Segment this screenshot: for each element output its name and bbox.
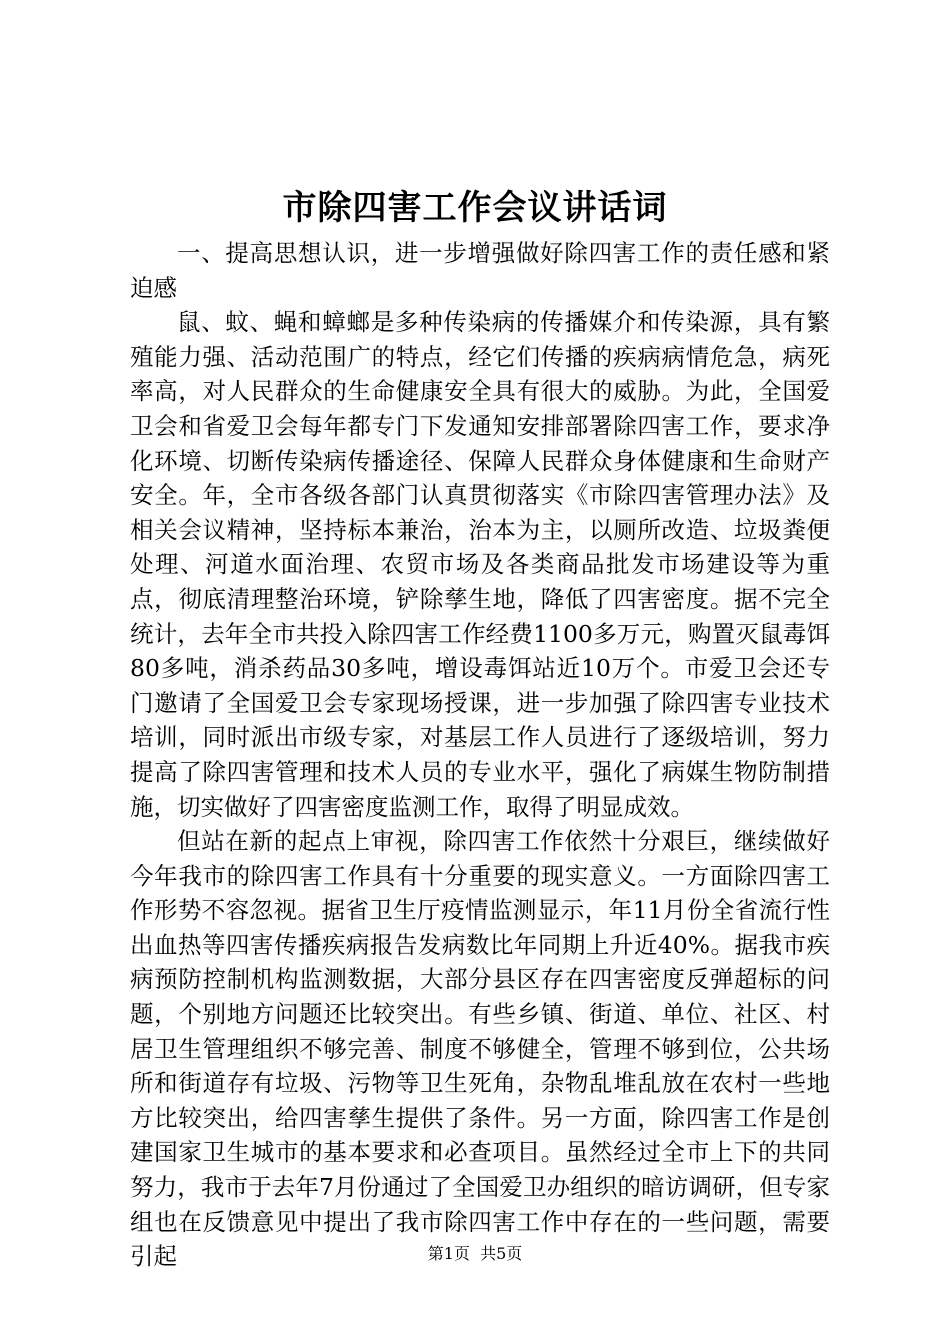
document-title: 市除四害工作会议讲话词: [282, 188, 668, 228]
body-paragraph: 鼠、蚊、蝇和蟑螂是多种传染病的传播媒介和传染源，具有繁殖能力强、活动范围广的特点，经它们传播的疾病病情危急，病死率高，对人民群众的生命健康安全具有很大的威胁。为此，全国爱卫会和省爱卫会每年都专门下发通知安排部署除四害工作，要求净化环境、切断传染病传播途径、保障人民群众身体健康和生命财产安全。年，全市各级各部门认真贯彻落实《市除四害管理办法》及相关会议精神，坚持标本兼治，治本为主，以厕所改造、垃圾粪便处理、河道水面治理、农贸市场及各类商品批发市场建设等为重点，彻底清理整治环境，铲除孳生地，降低了四害密度。据不完全统计，去年全市共投入除四害工作经费1100多万元，购置灭鼠毒饵80多吨，消杀药品30多吨，增设毒饵站近10万个。市爱卫会还专门邀请了全国爱卫会专家现场授课，进一步加强了除四害专业技术培训，同时派出市级专家，对基层工作人员进行了逐级培训，努力提高了除四害管理和技术人员的专业水平，强化了病媒生物防制措施，切实做好了四害密度监测工作，取得了明显成效。: [130, 308, 830, 821]
page-total: 共5页: [480, 1244, 523, 1263]
page-number: 第1页: [427, 1244, 470, 1263]
page-footer: [0, 1244, 950, 1264]
footer-separator: [470, 1244, 480, 1263]
body-paragraph: 但站在新的起点上审视，除四害工作依然十分艰巨，继续做好今年我市的除四害工作具有十分重要的现实意义。一方面除四害工作形势不容忽视。据省卫生厅疫情监测显示，年11月份全省流行性出血热等四害传播疾病报告发病数比年同期上升近40%。据我市疾病预防控制机构监测数据，大部分县区存在四害密度反弹超标的问题，个别地方问题还比较突出。有些乡镇、街道、单位、社区、村居卫生管理组织不够完善、制度不够健全，管理不够到位，公共场所和街道存有垃圾、污物等卫生死角，杂物乱堆乱放在农村一些地方比较突出，给四害孳生提供了条件。另一方面，除四害工作是创建国家卫生城市的基本要求和必查项目。虽然经过全市上下的共同努力，我市于去年7月份通过了全国爱卫办组织的暗访调研，但专家组也在反馈意见中提出了我市除四害工作中存在的一些问题，需要引起: [130, 827, 830, 1271]
document-body: [130, 236, 830, 1274]
section-heading: 一、提高思想认识，进一步增强做好除四害工作的责任感和紧迫感: [130, 239, 830, 302]
